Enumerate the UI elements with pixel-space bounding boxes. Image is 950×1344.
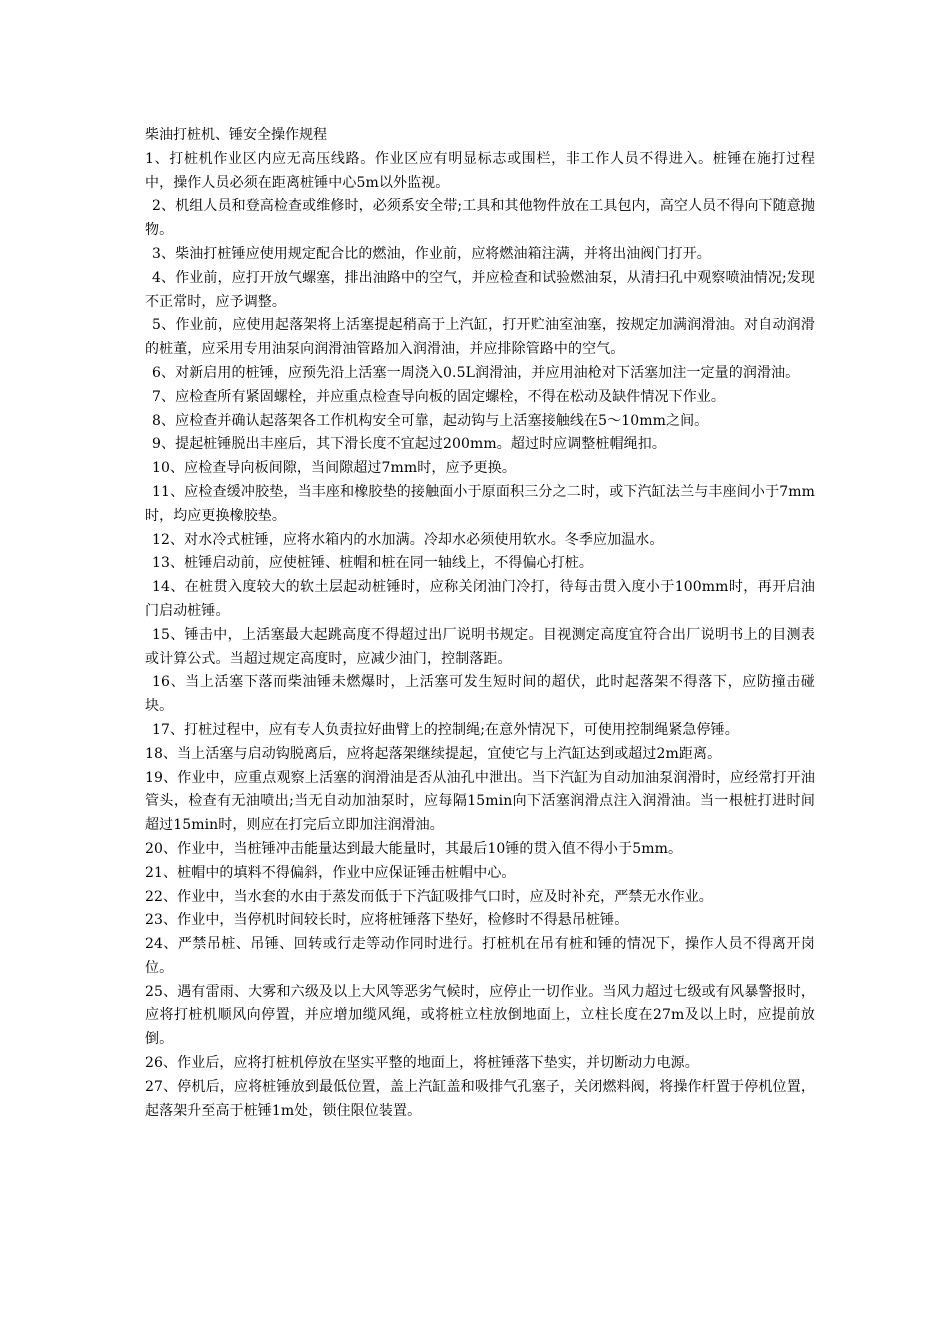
rule-paragraph-10: 10、应检查导向板间隙，当间隙超过7mm时，应予更换。 <box>152 460 516 477</box>
rule-paragraph-12: 12、对水冷式桩锤，应将水箱内的水加满。冷却水必须使用软水。冬季应加温水。 <box>152 531 664 548</box>
rule-paragraph-1: 1、打桩机作业区内应无高压线路。作业区应有明显标志或围栏，非工作人员不得进入。桩锤在施打过程中，操作人员必须在距离桩锤中心5m以外监视。 <box>145 150 815 191</box>
rule-paragraph-11: 11、应检查缓冲胶垫，当丰座和橡胶垫的接触面小于原面积三分之二时，或下汽缸法兰与丰座间小于7mm时，均应更换橡胶垫。 <box>145 483 815 524</box>
rule-paragraph-8: 8、应检查并确认起落架各工作机构安全可靠，起动钩与上活塞接触线在5～10mm之间。 <box>152 412 709 429</box>
rule-paragraph-14: 14、在桩贯入度较大的软土层起动桩锤时，应称关闭油门冷打，待每击贯入度小于100mm时，再开启油门启动桩锤。 <box>145 579 815 619</box>
rule-paragraph-6: 6、对新启用的桩锤，应预先沿上活塞一周浇入0.5L润滑油，并应用油枪对下活塞加注一定量的润滑油。 <box>152 364 800 381</box>
rule-paragraph-2: 2、机组人员和登高检查或维修时，必须系安全带;工具和其他物件放在工具包内，高空人员不得向下随意抛物。 <box>145 198 815 239</box>
rule-paragraph-26: 26、作业后，应将打桩机停放在坚实平整的地面上，将桩锤落下垫实，并切断动力电源。 <box>145 1055 699 1072</box>
rule-paragraph-16: 16、当上活塞下落而柴油锤未燃爆时，上活塞可发生短时间的超伏，此时起落架不得落下，应防撞击碰块。 <box>145 674 815 715</box>
rule-paragraph-9: 9、提起桩锤脱出丰座后，其下滑长度不宜起过200mm。超过时应调整桩帽绳扣。 <box>152 436 666 453</box>
rule-paragraph-3: 3、柴油打桩锤应使用规定配合比的燃油，作业前，应将燃油箱注满，并将出油阀门打开。 <box>152 245 711 262</box>
rule-paragraph-25: 25、遇有雷雨、大雾和六级及以上大风等恶劣气候时，应停止一切作业。当风力超过七级或有风暴警报时，应将打桩机顺风向停置，并应增加缆风绳，或将桩立柱放倒地面上，立柱长度在27m及以上时，应提前放倒。 <box>145 983 815 1048</box>
rule-paragraph-23: 23、作业中，当停机时间较长时，应将桩锤落下垫好，检修时不得悬吊桩锤。 <box>145 912 629 929</box>
document-title: 柴油打桩机、锤安全操作规程 <box>145 127 327 143</box>
rule-paragraph-24: 24、严禁吊桩、吊锤、回转或行走等动作同时进行。打桩机在吊有桩和锤的情况下，操作人员不得离开岗位。 <box>145 936 815 976</box>
paragraph-list <box>145 148 815 1124</box>
rule-paragraph-18: 18、当上活塞与启动钩脱离后，应将起落架继续提起，宜使它与上汽缸达到或超过2m距离。 <box>145 745 722 762</box>
rule-paragraph-15: 15、锤击中，上活塞最大起跳高度不得超过出厂说明书规定。目视测定高度宜符合出厂说明书上的目测表或计算公式。当超过规定高度时，应减少油门，控制落距。 <box>145 626 815 667</box>
rule-paragraph-4: 4、作业前，应打开放气螺塞，排出油路中的空气，并应检查和试验燃油泵，从清扫孔中观察喷油情况;发现不正常时，应予调整。 <box>145 269 815 310</box>
rule-paragraph-20: 20、作业中，当桩锤冲击能量达到最大能量时，其最后10锤的贯入值不得小于5mm。 <box>145 840 683 857</box>
rule-paragraph-13: 13、桩锤启动前，应使桩锤、桩帽和桩在同一轴线上，不得偏心打桩。 <box>152 555 594 572</box>
rule-paragraph-5: 5、作业前，应使用起落架将上活塞提起稍高于上汽缸，打开贮油室油塞，按规定加满润滑油。对自动润滑的桩董，应采用专用油泵向润滑油管路加入润滑油，并应排除管路中的空气。 <box>145 317 815 358</box>
rule-paragraph-22: 22、作业中，当水套的水由于蒸发而低于下汽缸吸排气口时，应及时补充，严禁无水作业。 <box>145 888 713 905</box>
rule-paragraph-19: 19、作业中，应重点观察上活塞的润滑油是否从油孔中泄出。当下汽缸为自动加油泵润滑时，应经常打开油管头，检查有无油喷出;当无自动加油泵时，应每隔15min向下活塞润滑点注入润滑油。当一根桩打进时间超过15min时，则应在打完后立即加注润滑油。 <box>145 769 815 834</box>
rule-paragraph-27: 27、停机后，应将桩锤放到最低位置，盖上汽缸盖和吸排气孔塞子，关闭燃料阀，将操作杆置于停机位置，起落架升至高于桩锤1m处，锁住限位装置。 <box>145 1078 815 1119</box>
rule-paragraph-21: 21、桩帽中的填料不得偏斜，作业中应保证锤击桩帽中心。 <box>145 864 516 881</box>
rule-paragraph-7: 7、应检查所有紧固螺栓，并应重点检查导向板的固定螺栓，不得在松动及缺件情况下作业。 <box>152 388 726 405</box>
rule-paragraph-17: 17、打桩过程中，应有专人负责拉好曲臂上的控制绳;在意外情况下，可使用控制绳紧急停锤。 <box>152 721 739 738</box>
document-page <box>145 124 815 1123</box>
